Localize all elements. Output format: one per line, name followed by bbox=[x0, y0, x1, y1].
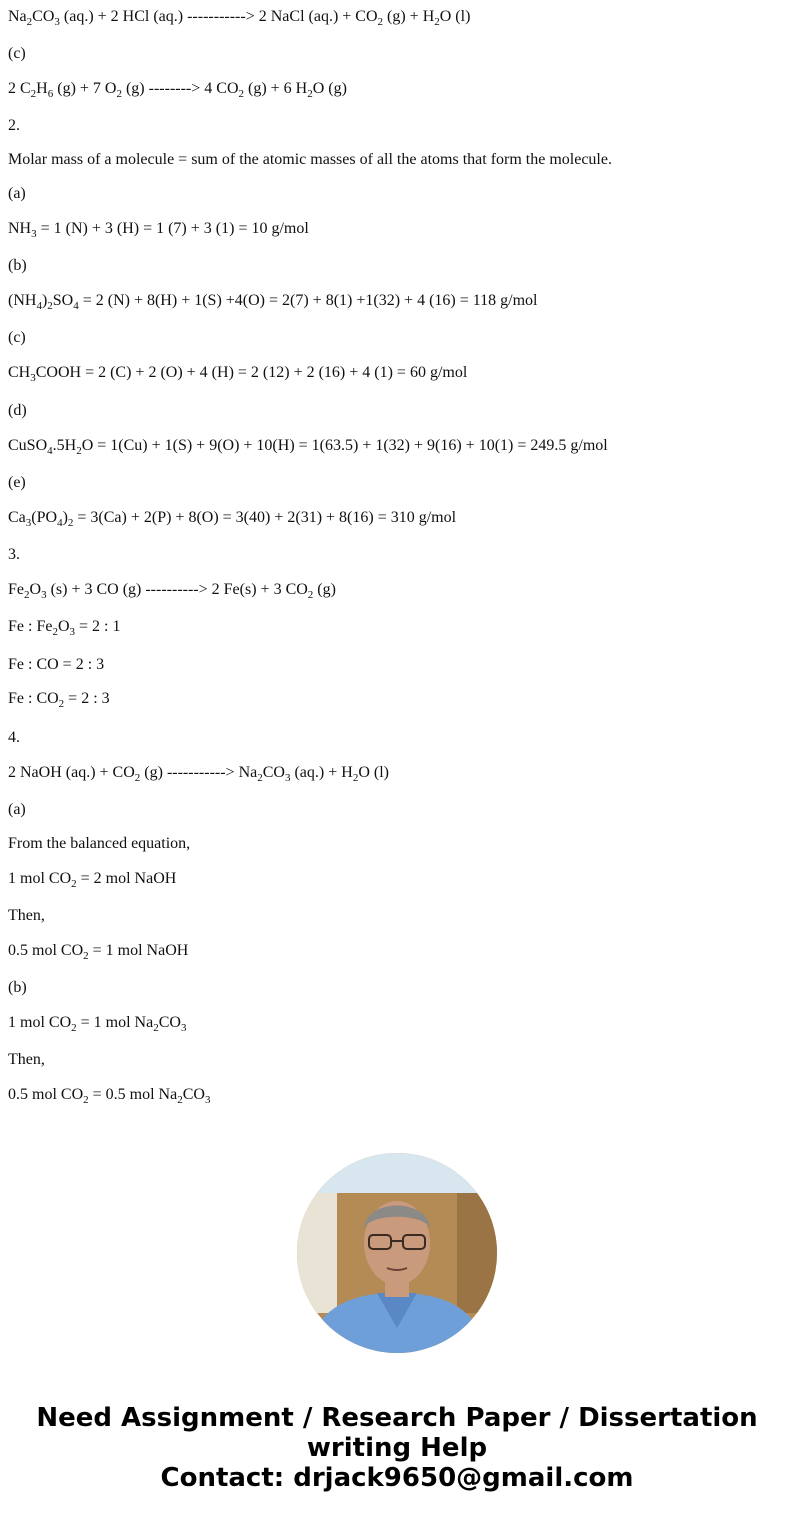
text-segment: NH bbox=[8, 220, 32, 237]
text-segment: (b) bbox=[8, 979, 27, 996]
text-segment: (g) + 7 O bbox=[53, 80, 117, 97]
subscript: 2 bbox=[307, 88, 313, 100]
text-line bbox=[8, 764, 389, 782]
text-segment: (aq.) + 2 HCl (aq.) -----------> 2 NaCl (aq.) + CO bbox=[59, 8, 378, 25]
text-line bbox=[8, 1014, 186, 1032]
text-segment: O (l) bbox=[358, 764, 389, 781]
text-line bbox=[8, 907, 45, 925]
text-line bbox=[8, 509, 456, 527]
text-segment: Fe : CO bbox=[8, 690, 59, 707]
text-segment: Then, bbox=[8, 907, 45, 924]
text-segment: Ca bbox=[8, 509, 26, 526]
subscript: 2 bbox=[377, 16, 384, 28]
text-segment: = 2 : 3 bbox=[64, 690, 110, 707]
text-line bbox=[8, 690, 110, 708]
text-segment: (e) bbox=[8, 474, 26, 491]
subscript: 2 bbox=[153, 1022, 159, 1034]
subscript: 2 bbox=[83, 1094, 89, 1106]
text-segment: = 2 (N) + 8(H) + 1(S) +4(O) = 2(7) + 8(1) +1(32) + 4 (16) = 118 g/mol bbox=[78, 292, 538, 309]
subscript: 3 bbox=[204, 1094, 211, 1106]
text-segment: (d) bbox=[8, 402, 27, 419]
subscript: 3 bbox=[30, 372, 36, 384]
text-segment: Then, bbox=[8, 1051, 45, 1068]
text-line bbox=[8, 292, 537, 310]
text-line bbox=[8, 581, 336, 599]
subscript: 3 bbox=[31, 228, 37, 240]
text-segment: ) bbox=[41, 292, 48, 309]
text-segment: 1 mol CO bbox=[8, 1014, 72, 1031]
text-segment: 4. bbox=[8, 729, 20, 746]
subscript: 2 bbox=[307, 589, 314, 601]
subscript: 2 bbox=[83, 950, 89, 962]
subscript: 2 bbox=[24, 589, 30, 601]
text-segment: 0.5 mol CO bbox=[8, 942, 84, 959]
text-segment: O bbox=[29, 581, 42, 598]
subscript: 2 bbox=[30, 88, 37, 100]
text-segment: = 3(Ca) + 2(P) + 8(O) = 3(40) + 2(31) + 8(16) = 310 g/mol bbox=[73, 509, 457, 526]
text-line bbox=[8, 364, 467, 382]
text-line bbox=[8, 80, 347, 98]
text-line bbox=[8, 979, 27, 997]
text-line bbox=[8, 185, 26, 203]
text-segment: (g) + H bbox=[383, 8, 435, 25]
subscript: 2 bbox=[434, 16, 440, 28]
text-segment: (g) bbox=[313, 581, 336, 598]
footer-banner bbox=[0, 1403, 794, 1493]
text-segment: (c) bbox=[8, 329, 26, 346]
text-segment: = 1 mol NaOH bbox=[88, 942, 189, 959]
subscript: 2 bbox=[58, 698, 65, 710]
subscript: 2 bbox=[71, 1022, 77, 1034]
text-line bbox=[8, 257, 27, 275]
text-segment: CuSO bbox=[8, 437, 48, 454]
text-segment: = 0.5 mol Na bbox=[88, 1086, 178, 1103]
text-segment: Fe : CO = 2 : 3 bbox=[8, 656, 105, 673]
text-line bbox=[8, 942, 188, 960]
text-line bbox=[8, 437, 608, 455]
text-line bbox=[8, 729, 20, 747]
text-segment: 2. bbox=[8, 117, 20, 134]
text-line bbox=[8, 8, 470, 26]
subscript: 2 bbox=[67, 517, 74, 529]
text-segment: Na bbox=[8, 8, 27, 25]
text-segment: (NH bbox=[8, 292, 37, 309]
text-segment: = 1 mol Na bbox=[76, 1014, 154, 1031]
subscript: 3 bbox=[54, 16, 60, 28]
text-line bbox=[8, 546, 20, 564]
subscript: 6 bbox=[47, 88, 54, 100]
text-line bbox=[8, 117, 20, 135]
subscript: 2 bbox=[257, 772, 263, 784]
text-segment: = 2 mol NaOH bbox=[76, 870, 177, 887]
subscript: 4 bbox=[57, 517, 63, 529]
subscript: 2 bbox=[47, 300, 53, 312]
text-line bbox=[8, 45, 26, 63]
text-segment: Fe : Fe bbox=[8, 618, 53, 635]
text-segment: 2 C bbox=[8, 80, 31, 97]
text-segment: (g) -----------> Na bbox=[140, 764, 258, 781]
subscript: 2 bbox=[116, 88, 122, 100]
text-line bbox=[8, 1086, 210, 1104]
author-portrait-image bbox=[297, 1153, 497, 1353]
text-segment: .5H bbox=[52, 437, 77, 454]
text-line bbox=[8, 220, 309, 238]
text-segment: 2 NaOH (aq.) + CO bbox=[8, 764, 135, 781]
author-avatar bbox=[297, 1153, 497, 1353]
text-segment: = 2 : 1 bbox=[75, 618, 121, 635]
text-segment: H bbox=[36, 80, 48, 97]
text-segment: = 1 (N) + 3 (H) = 1 (7) + 3 (1) = 10 g/mol bbox=[36, 220, 309, 237]
text-line bbox=[8, 402, 27, 420]
text-segment: (a) bbox=[8, 185, 26, 202]
text-segment: CO bbox=[158, 1014, 181, 1031]
text-segment: CO bbox=[182, 1086, 205, 1103]
subscript: 2 bbox=[52, 626, 58, 638]
subscript: 3 bbox=[25, 517, 32, 529]
text-segment: (b) bbox=[8, 257, 27, 274]
text-line bbox=[8, 1051, 45, 1069]
text-line bbox=[8, 801, 26, 819]
subscript: 4 bbox=[36, 300, 42, 312]
subscript: 3 bbox=[41, 589, 47, 601]
text-segment: O (g) bbox=[312, 80, 347, 97]
text-segment: COOH = 2 (C) + 2 (O) + 4 (H) = 2 (12) + 2 (16) + 4 (1) = 60 g/mol bbox=[35, 364, 468, 381]
footer-line-2: writing Help bbox=[306, 1433, 488, 1463]
text-segment: (g) + 6 H bbox=[244, 80, 308, 97]
subscript: 2 bbox=[71, 878, 77, 890]
text-segment: CH bbox=[8, 364, 31, 381]
text-segment: (c) bbox=[8, 45, 26, 62]
text-segment: O bbox=[57, 618, 70, 635]
subscript: 3 bbox=[69, 626, 76, 638]
text-segment: (a) bbox=[8, 801, 26, 818]
text-segment: O (l) bbox=[439, 8, 471, 25]
text-segment: (PO bbox=[31, 509, 58, 526]
text-line bbox=[8, 329, 26, 347]
subscript: 2 bbox=[26, 16, 33, 28]
subscript: 2 bbox=[76, 445, 82, 457]
subscript: 4 bbox=[73, 300, 79, 312]
footer-contact: Contact: drjack9650@gmail.com bbox=[160, 1463, 634, 1493]
text-line bbox=[8, 870, 176, 888]
text-segment: (aq.) + H bbox=[290, 764, 353, 781]
text-segment: SO bbox=[52, 292, 74, 309]
text-segment: 1 mol CO bbox=[8, 870, 72, 887]
text-segment: O = 1(Cu) + 1(S) + 9(O) + 10(H) = 1(63.5) + 1(32) + 9(16) + 10(1) = 249.5 g/mol bbox=[81, 437, 608, 454]
text-segment: ) bbox=[62, 509, 68, 526]
text-segment: CO bbox=[262, 764, 285, 781]
text-line bbox=[8, 656, 104, 674]
subscript: 4 bbox=[47, 445, 53, 457]
text-segment: (s) + 3 CO (g) ----------> 2 Fe(s) + 3 CO bbox=[46, 581, 308, 598]
text-segment: CO bbox=[32, 8, 55, 25]
subscript: 2 bbox=[177, 1094, 183, 1106]
text-segment: 3. bbox=[8, 546, 20, 563]
text-line bbox=[8, 474, 26, 492]
text-line bbox=[8, 151, 612, 169]
text-segment: 0.5 mol CO bbox=[8, 1086, 84, 1103]
footer-line-1: Need Assignment / Research Paper / Dissertation bbox=[36, 1403, 758, 1433]
text-segment: Fe bbox=[8, 581, 24, 598]
subscript: 3 bbox=[180, 1022, 187, 1034]
text-line bbox=[8, 618, 120, 636]
text-segment: From the balanced equation, bbox=[8, 835, 191, 852]
subscript: 3 bbox=[284, 772, 291, 784]
subscript: 2 bbox=[352, 772, 359, 784]
text-segment: Molar mass of a molecule = sum of the atomic masses of all the atoms that form the molecule. bbox=[8, 151, 612, 168]
text-segment: (g) --------> 4 CO bbox=[121, 80, 239, 97]
subscript: 2 bbox=[238, 88, 244, 100]
text-line bbox=[8, 835, 190, 853]
subscript: 2 bbox=[134, 772, 141, 784]
